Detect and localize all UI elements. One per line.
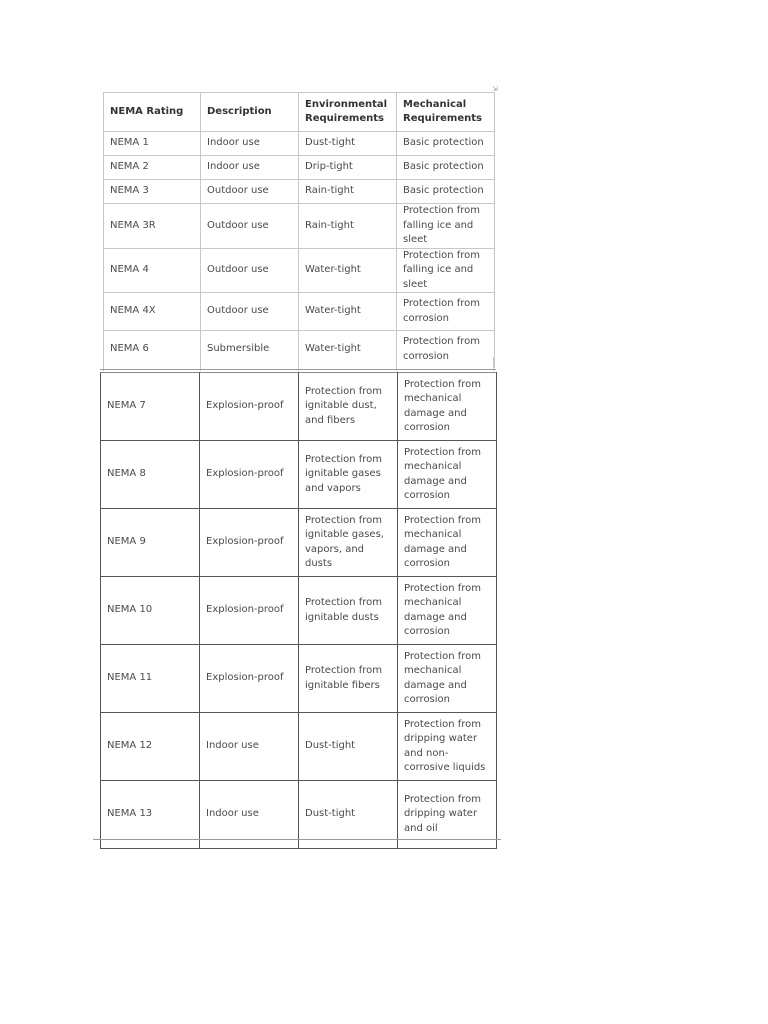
cell-environmental: Rain-tight xyxy=(299,204,397,249)
header-nema-rating: NEMA Rating xyxy=(104,93,201,132)
table-row xyxy=(101,645,497,713)
cell-description: Outdoor use xyxy=(201,180,299,204)
cell-mechanical: Protection from mechanical damage and corrosion xyxy=(398,645,497,713)
cell-rating: NEMA 1 xyxy=(104,132,201,156)
table-row xyxy=(104,132,495,156)
cell-description: Explosion-proof xyxy=(200,441,299,509)
cell-mechanical: Protection from falling ice and sleet xyxy=(397,204,495,249)
table-row xyxy=(104,156,495,180)
cell-environmental: Water-tight xyxy=(299,248,397,293)
cell-description: Explosion-proof xyxy=(200,577,299,645)
header-description: Description xyxy=(201,93,299,132)
table-row xyxy=(104,248,495,293)
cell-mechanical: Basic protection xyxy=(397,132,495,156)
section-divider xyxy=(100,369,496,370)
cell-environmental: Water-tight xyxy=(299,293,397,331)
cell-rating: NEMA 7 xyxy=(101,373,200,441)
cell-environmental: Water-tight xyxy=(299,331,397,369)
cell-mechanical: Basic protection xyxy=(397,180,495,204)
cell-mechanical: Protection from mechanical damage and corrosion xyxy=(398,509,497,577)
cell-mechanical: Basic protection xyxy=(397,156,495,180)
cell-description: Indoor use xyxy=(200,781,299,849)
cell-rating: NEMA 6 xyxy=(104,331,201,369)
cell-environmental: Rain-tight xyxy=(299,180,397,204)
cell-mechanical: Protection from dripping water and non-corrosive liquids xyxy=(398,713,497,781)
header-mechanical-requirements: Mechanical Requirements xyxy=(397,93,495,132)
cell-environmental: Dust-tight xyxy=(299,132,397,156)
cell-environmental: Protection from ignitable gases and vapors xyxy=(299,441,398,509)
cell-description: Explosion-proof xyxy=(200,373,299,441)
table-row xyxy=(104,293,495,331)
cell-rating: NEMA 12 xyxy=(101,713,200,781)
table-row xyxy=(101,713,497,781)
cell-rating: NEMA 4 xyxy=(104,248,201,293)
cell-environmental: Drip-tight xyxy=(299,156,397,180)
cell-environmental: Protection from ignitable dust, and fibers xyxy=(299,373,398,441)
cell-rating: NEMA 11 xyxy=(101,645,200,713)
cell-rating: NEMA 10 xyxy=(101,577,200,645)
cell-environmental: Dust-tight xyxy=(299,713,398,781)
table-row xyxy=(101,441,497,509)
cell-description: Outdoor use xyxy=(201,248,299,293)
table-row xyxy=(101,509,497,577)
cell-rating: NEMA 9 xyxy=(101,509,200,577)
cell-environmental: Protection from ignitable gases, vapors, and dusts xyxy=(299,509,398,577)
cell-rating: NEMA 3R xyxy=(104,204,201,249)
corner-mark: ⇲ xyxy=(492,85,498,93)
cell-description: Submersible xyxy=(201,331,299,369)
cell-rating: NEMA 3 xyxy=(104,180,201,204)
cell-mechanical: Protection from mechanical damage and corrosion xyxy=(398,441,497,509)
cell-mechanical: Protection from falling ice and sleet xyxy=(397,248,495,293)
cell-rating: NEMA 4X xyxy=(104,293,201,331)
page-bottom-rule xyxy=(93,839,501,840)
cell-description: Explosion-proof xyxy=(200,509,299,577)
cell-description: Indoor use xyxy=(200,713,299,781)
cell-environmental: Protection from ignitable dusts xyxy=(299,577,398,645)
cell-rating: NEMA 2 xyxy=(104,156,201,180)
cell-mechanical: Protection from mechanical damage and corrosion xyxy=(398,577,497,645)
cell-description: Indoor use xyxy=(201,156,299,180)
cell-mechanical: Protection from mechanical damage and corrosion xyxy=(398,373,497,441)
cell-description: Outdoor use xyxy=(201,204,299,249)
cell-rating: NEMA 13 xyxy=(101,781,200,849)
nema-table-top xyxy=(103,92,495,368)
cell-mechanical: Protection from dripping water and oil xyxy=(398,781,497,849)
table-row xyxy=(101,577,497,645)
cell-description: Indoor use xyxy=(201,132,299,156)
cell-environmental: Dust-tight xyxy=(299,781,398,849)
table-row xyxy=(104,204,495,249)
header-environmental-requirements: Environmental Requirements xyxy=(299,93,397,132)
table-row xyxy=(101,373,497,441)
cell-mechanical: Protection from corrosion xyxy=(397,293,495,331)
cell-description: Explosion-proof xyxy=(200,645,299,713)
cell-rating: NEMA 8 xyxy=(101,441,200,509)
cell-description: Outdoor use xyxy=(201,293,299,331)
nema-table-bottom xyxy=(100,372,497,849)
cell-environmental: Protection from ignitable fibers xyxy=(299,645,398,713)
table-row xyxy=(104,180,495,204)
table-header-row xyxy=(104,93,495,132)
cell-mechanical: Protection from corrosion xyxy=(397,331,495,369)
